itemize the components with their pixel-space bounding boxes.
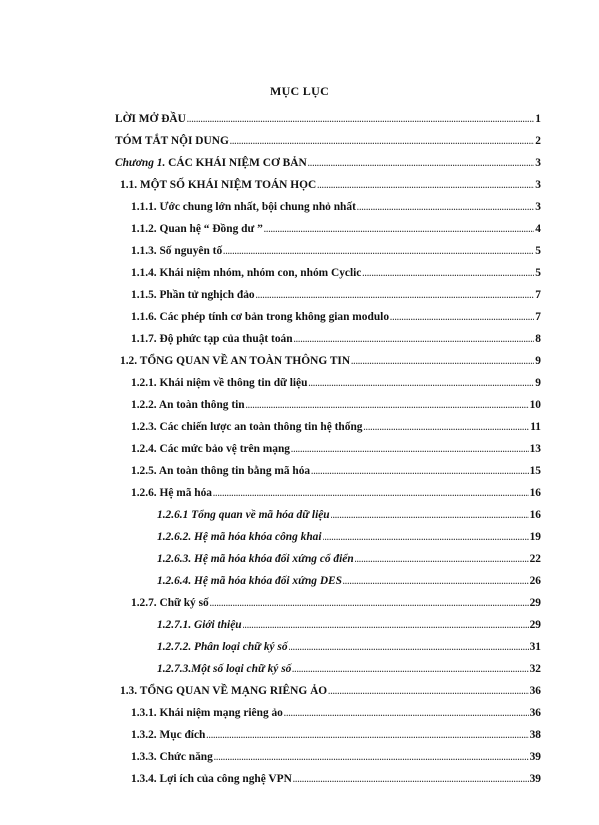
toc-entry-text: 1.2.6.3. Hệ mã hóa khóa đối xứng cổ điển (157, 553, 354, 565)
toc-entry-page: 11 (530, 421, 541, 433)
leader-dots (293, 770, 529, 790)
toc-entry-text: 1.1.2. Quan hệ “ Đồng dư ” (131, 223, 263, 235)
toc-entry-text: 1.1.5. Phần tử nghịch đảo (131, 289, 255, 301)
leader-dots (362, 264, 534, 284)
leader-dots (343, 572, 529, 592)
toc-entry[interactable] (131, 197, 541, 217)
toc-entry[interactable] (131, 725, 541, 745)
toc-entry-text: LỜI MỞ ĐẦU (115, 113, 186, 125)
toc-entry-text: 1.2. TỔNG QUAN VỀ AN TOÀN THÔNG TIN (120, 355, 351, 367)
toc-entry-page: 5 (535, 245, 541, 257)
toc-entry[interactable] (157, 659, 541, 679)
toc-entry[interactable] (115, 109, 541, 129)
toc-entry-page: 5 (535, 267, 541, 279)
toc-entry[interactable] (131, 373, 541, 393)
toc-entry-text: 1.3.2. Mục đích (131, 729, 206, 741)
toc-entry[interactable] (120, 681, 541, 701)
toc-entry-page: 9 (535, 355, 541, 367)
toc-entry-text: 1.3.3. Chức năng (131, 751, 213, 763)
leader-dots (284, 704, 529, 724)
leader-dots (363, 418, 529, 438)
leader-dots (256, 286, 535, 306)
leader-dots (289, 638, 529, 658)
leader-dots (355, 550, 529, 570)
leader-dots (331, 506, 529, 526)
toc-entry-text: 1.3.4. Lợi ích của công nghệ VPN (131, 773, 292, 785)
leader-dots (291, 440, 529, 460)
toc-entry-page: 4 (535, 223, 541, 235)
toc-entry[interactable] (120, 351, 541, 371)
toc-entry-page: 26 (529, 575, 541, 587)
leader-dots (206, 726, 528, 746)
toc-entry-text: 1.2.6.2. Hệ mã hóa khóa công khai (157, 531, 322, 543)
toc-entry-page: 3 (535, 157, 541, 169)
toc-entry[interactable] (131, 747, 541, 767)
toc-entry-text: 1.2.7.2. Phân loại chữ ký số (157, 641, 288, 653)
toc-entry[interactable] (131, 483, 541, 503)
toc-entry-text: 1.2.2. An toàn thông tin (131, 399, 245, 411)
toc-entry[interactable] (131, 395, 541, 415)
toc-entry-page: 13 (529, 443, 541, 455)
toc-entry[interactable] (157, 549, 541, 569)
toc-entry[interactable] (120, 175, 541, 195)
chapter-prefix: Chương 1. (115, 157, 166, 169)
toc-entry-text: 1.2.1. Khái niệm về thông tin dữ liệu (131, 377, 308, 389)
toc-entry-text: 1.1.4. Khái niệm nhóm, nhóm con, nhóm Cyclic (131, 267, 362, 279)
leader-dots (357, 198, 534, 218)
toc-entry[interactable] (131, 461, 541, 481)
toc-entry-text: 1.1.1. Ước chung lớn nhất, bội chung nhỏ nhất (131, 201, 356, 213)
toc-entry[interactable] (131, 417, 541, 437)
toc-entry-text: 1.2.7. Chữ ký số (131, 597, 209, 609)
toc-entry-page: 10 (529, 399, 541, 411)
toc-entry[interactable] (157, 615, 541, 635)
toc-entry-text: 1.1.3. Số nguyên tố (131, 245, 223, 257)
toc-entry[interactable] (157, 571, 541, 591)
toc-entry-text: 1.1. MỘT SỐ KHÁI NIỆM TOÁN HỌC (120, 179, 317, 191)
toc-entry[interactable] (131, 593, 541, 613)
leader-dots (264, 220, 534, 240)
toc-entry[interactable] (115, 131, 541, 151)
toc-entry-page: 39 (529, 751, 541, 763)
toc-entry-text: 1.2.4. Các mức bảo vệ trên mạng (131, 443, 291, 455)
toc-entry-text: 1.1.7. Độ phức tạp của thuật toán (131, 333, 293, 345)
leader-dots (243, 616, 529, 636)
leader-dots (223, 242, 534, 262)
toc-entry-text: 1.2.7.1. Giới thiệu (157, 619, 242, 631)
leader-dots (213, 484, 529, 504)
toc-entry[interactable] (157, 505, 541, 525)
toc-entry-text (115, 153, 307, 173)
toc-entry-page: 8 (535, 333, 541, 345)
toc-entry-text: TÓM TẮT NỘI DUNG (115, 135, 229, 147)
toc-entry-page: 36 (529, 685, 541, 697)
toc-entry[interactable] (131, 241, 541, 261)
toc-entry-page: 38 (529, 729, 541, 741)
toc-entry-page: 3 (535, 179, 541, 191)
toc-entry[interactable] (131, 263, 541, 283)
toc-entry-page: 16 (529, 509, 541, 521)
toc-entry-text: 1.2.6.1 Tổng quan về mã hóa dữ liệu (157, 509, 330, 521)
toc-entry-page: 15 (529, 465, 541, 477)
leader-dots (317, 176, 534, 196)
toc-entry[interactable] (131, 219, 541, 239)
leader-dots (292, 660, 528, 680)
toc-entry[interactable] (157, 637, 541, 657)
toc-entry[interactable] (131, 307, 541, 327)
toc-entry[interactable] (131, 439, 541, 459)
toc-entry-page: 32 (529, 663, 541, 675)
chapter-title: CÁC KHÁI NIỆM CƠ BẢN (165, 157, 307, 169)
leader-dots (390, 308, 534, 328)
leader-dots (246, 396, 529, 416)
leader-dots (308, 154, 535, 174)
toc-entry-page: 7 (535, 289, 541, 301)
leader-dots (351, 352, 534, 372)
toc-entry-page: 22 (529, 553, 541, 565)
toc-entry-page: 9 (535, 377, 541, 389)
toc-entry-page: 29 (529, 619, 541, 631)
leader-dots (308, 374, 534, 394)
toc-entry[interactable] (131, 285, 541, 305)
leader-dots (323, 528, 529, 548)
toc-title: MỤC LỤC (269, 84, 330, 98)
toc-entry-page: 36 (529, 707, 541, 719)
toc-entry[interactable] (131, 329, 541, 349)
toc-entry[interactable] (131, 769, 541, 789)
toc-entry-page: 7 (535, 311, 541, 323)
toc-entry-page: 1 (535, 113, 541, 125)
toc-entry-text: 1.2.6.4. Hệ mã hóa khóa đối xứng DES (157, 575, 342, 587)
toc-entry-page: 3 (535, 201, 541, 213)
toc-entry-text: 1.3. TỔNG QUAN VỀ MẠNG RIÊNG ẢO (120, 685, 328, 697)
toc-entry[interactable] (131, 703, 541, 723)
leader-dots (311, 462, 528, 482)
toc-entry-text: 1.2.5. An toàn thông tin bằng mã hóa (131, 465, 311, 477)
leader-dots (230, 132, 534, 152)
leader-dots (328, 682, 528, 702)
toc-entry-text: 1.2.6. Hệ mã hóa (131, 487, 212, 499)
toc-entry-page: 29 (529, 597, 541, 609)
toc-entry-page: 39 (529, 773, 541, 785)
toc-entry-text: 1.1.6. Các phép tính cơ bản trong không gian modulo (131, 311, 390, 323)
toc-entry-page: 19 (529, 531, 541, 543)
leader-dots (294, 330, 535, 350)
toc-entry-page: 2 (535, 135, 541, 147)
toc-entry-text: 1.3.1. Khái niệm mạng riêng ảo (131, 707, 283, 719)
leader-dots (214, 748, 529, 768)
toc-entry-page: 16 (529, 487, 541, 499)
leader-dots (187, 110, 534, 130)
toc-entry[interactable] (157, 527, 541, 547)
toc-entry-page: 31 (529, 641, 541, 653)
toc-entry[interactable] (115, 153, 541, 173)
toc-entry-text: 1.2.3. Các chiến lược an toàn thông tin hệ thống (131, 421, 363, 433)
leader-dots (210, 594, 529, 614)
toc-entry-text: 1.2.7.3.Một số loại chữ ký số (157, 663, 292, 675)
